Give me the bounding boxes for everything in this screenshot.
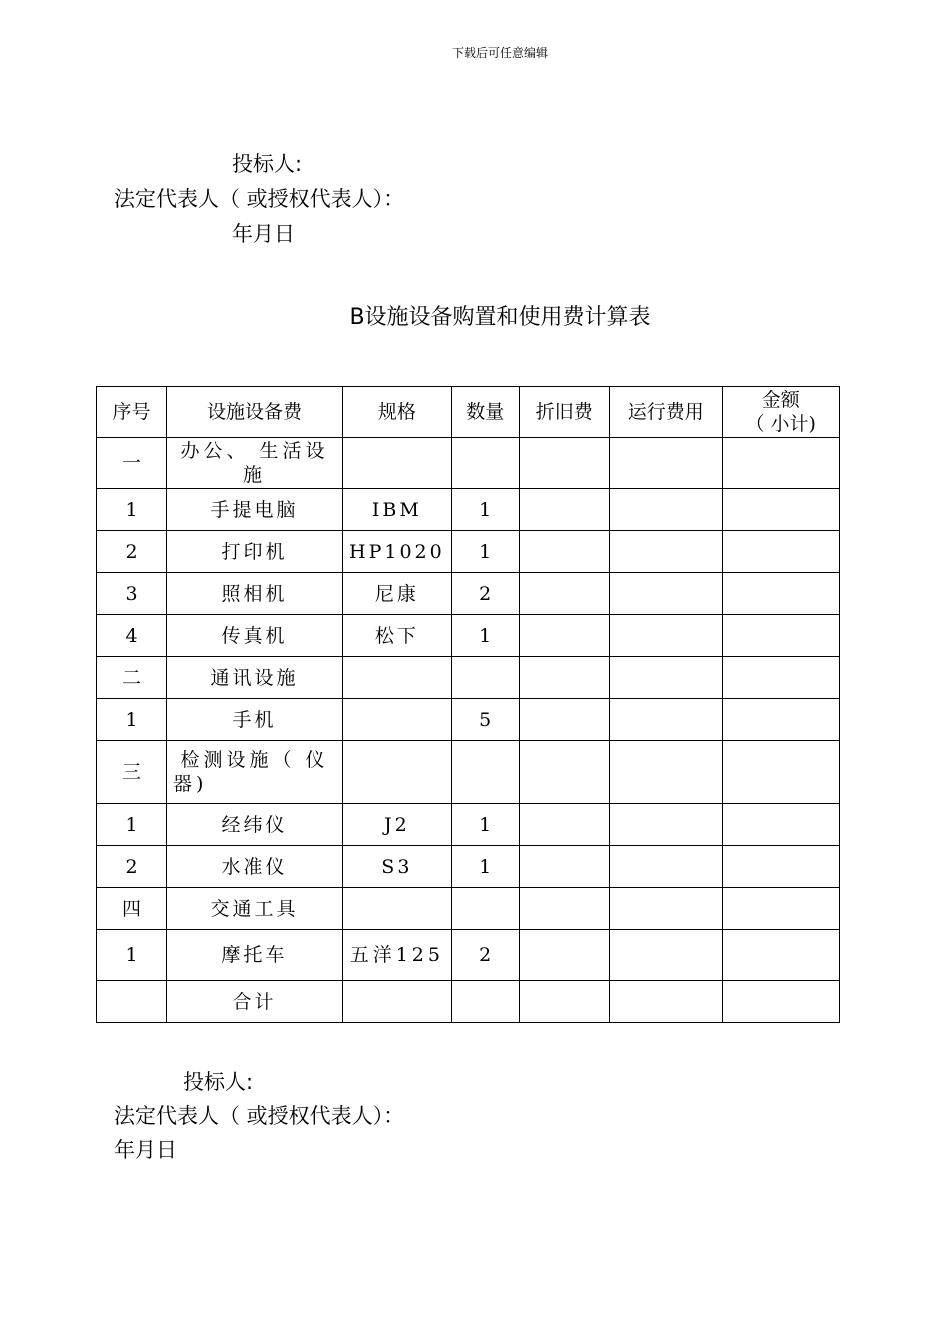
cell-spec: 五洋125 [343,930,452,981]
table-header-row [97,387,840,438]
page-title: B设施设备购置和使用费计算表 [349,305,651,330]
top-legal-rep-label: 法定代表人（ 或授权代表人）： [114,187,405,211]
cell-depreciation [519,804,609,846]
cell-no: 三 [97,741,167,804]
cell-depreciation [519,657,609,699]
table-row [97,531,840,573]
cell-no: 1 [97,804,167,846]
table-row [97,438,840,489]
cell-total-label: 合计 [167,981,343,1023]
cell-name: 经纬仪 [167,804,343,846]
cell-spec [343,888,452,930]
cell-qty: 1 [451,804,519,846]
cell-no: 一 [97,438,167,489]
cell-qty: 1 [451,846,519,888]
table-row [97,573,840,615]
cell-amount [722,657,839,699]
cell-no: 1 [97,930,167,981]
header-running-cost: 运行费用 [609,387,722,438]
cell-amount [722,699,839,741]
header-amount-line1: 金额 [761,389,800,411]
cell-running-cost [609,846,722,888]
header-amount-line2: （ 小计) [745,413,816,435]
cell-running-cost [609,438,722,489]
cell-depreciation [519,531,609,573]
cell-name: 交通工具 [167,888,343,930]
cell-qty: 2 [451,930,519,981]
header-no: 序号 [97,387,167,438]
cell-name: 水准仪 [167,846,343,888]
cell-amount [722,573,839,615]
cell-qty: 1 [451,615,519,657]
cell-name: 检测设施（ 仪器) [167,741,343,804]
cell-depreciation [519,888,609,930]
cell-depreciation [519,573,609,615]
bottom-bidder-label: 投标人: [183,1070,254,1094]
cell-no: 1 [97,699,167,741]
table-row [97,699,840,741]
cell-depreciation [519,699,609,741]
cell-qty: 2 [451,573,519,615]
cell-spec [343,981,452,1023]
cell-spec: IBM [343,489,452,531]
cell-no: 2 [97,531,167,573]
cell-qty [451,741,519,804]
cell-no: 二 [97,657,167,699]
cell-spec [343,741,452,804]
cell-depreciation [519,846,609,888]
cell-name: 办公、 生活设施 [167,438,343,489]
cell-no: 3 [97,573,167,615]
cell-spec: 松下 [343,615,452,657]
cell-depreciation [519,615,609,657]
cell-spec [343,657,452,699]
cell-spec: 尼康 [343,573,452,615]
cell-amount [722,804,839,846]
table-row [97,657,840,699]
cell-spec [343,438,452,489]
cell-amount [722,531,839,573]
cell-amount [722,981,839,1023]
cell-no: 1 [97,489,167,531]
cell-amount [722,438,839,489]
cell-name: 照相机 [167,573,343,615]
cell-running-cost [609,489,722,531]
cell-amount [722,741,839,804]
cell-running-cost [609,531,722,573]
cell-qty [451,981,519,1023]
cell-running-cost [609,741,722,804]
cell-depreciation [519,741,609,804]
cell-spec [343,699,452,741]
cell-amount [722,930,839,981]
cell-running-cost [609,930,722,981]
table-row [97,804,840,846]
cell-no: 2 [97,846,167,888]
cell-depreciation [519,981,609,1023]
cell-no [97,981,167,1023]
table-row [97,741,840,804]
cell-qty [451,888,519,930]
cell-running-cost [609,981,722,1023]
table-row [97,930,840,981]
cell-qty [451,438,519,489]
header-amount [722,387,839,438]
cell-amount [722,489,839,531]
top-bidder-label: 投标人: [232,152,303,176]
cell-amount [722,846,839,888]
cell-qty [451,657,519,699]
cell-running-cost [609,888,722,930]
cell-spec: S3 [343,846,452,888]
cell-running-cost [609,657,722,699]
header-spec: 规格 [343,387,452,438]
table-total-row [97,981,840,1023]
cell-spec: J2 [343,804,452,846]
cell-name: 摩托车 [167,930,343,981]
header-note: 下载后可任意编辑 [451,46,548,60]
cell-depreciation [519,489,609,531]
bottom-date-label: 年月日 [114,1138,177,1162]
cell-depreciation [519,930,609,981]
table-row [97,846,840,888]
cell-running-cost [609,699,722,741]
cell-name: 打印机 [167,531,343,573]
cell-no: 四 [97,888,167,930]
cell-depreciation [519,438,609,489]
table-row [97,489,840,531]
cell-amount [722,888,839,930]
cell-name: 手机 [167,699,343,741]
cell-running-cost [609,573,722,615]
header-qty: 数量 [451,387,519,438]
header-name: 设施设备费 [167,387,343,438]
cell-name: 手提电脑 [167,489,343,531]
header-depreciation: 折旧费 [519,387,609,438]
bottom-legal-rep-label: 法定代表人（ 或授权代表人）： [114,1104,405,1128]
cell-running-cost [609,615,722,657]
table-row [97,888,840,930]
table-row [97,615,840,657]
cell-name: 传真机 [167,615,343,657]
cost-table [96,386,840,1023]
cell-name: 通讯设施 [167,657,343,699]
cell-qty: 5 [451,699,519,741]
cell-running-cost [609,804,722,846]
cell-no: 4 [97,615,167,657]
cell-qty: 1 [451,531,519,573]
top-date-label: 年月日 [232,222,295,246]
cell-spec: HP1020 [343,531,452,573]
cell-qty: 1 [451,489,519,531]
cell-amount [722,615,839,657]
